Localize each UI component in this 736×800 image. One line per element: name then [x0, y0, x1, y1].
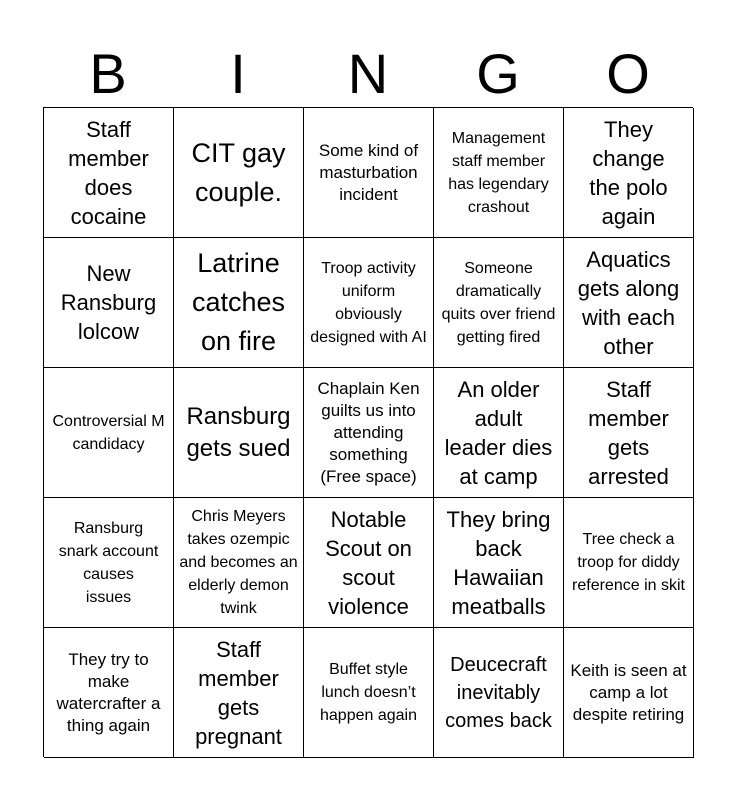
cell-text: Ransburg snark account causes issues — [58, 519, 159, 606]
header-letter-o: O — [606, 42, 650, 105]
cell-text: Chris Meyers takes ozempic and becomes an elderly demon twink — [179, 508, 298, 617]
cell-text: New Ransburg lolcow — [60, 261, 157, 344]
cell-text: Keith is seen at camp a lot despite retiring — [570, 660, 687, 724]
bingo-cell[interactable] — [564, 108, 694, 238]
bingo-cell[interactable] — [434, 238, 564, 368]
bingo-cell[interactable] — [564, 238, 694, 368]
bingo-cell[interactable] — [174, 108, 304, 238]
cell-text: Ransburg gets sued — [186, 402, 291, 462]
header-letter-b: B — [89, 42, 127, 105]
bingo-cell[interactable] — [304, 368, 434, 498]
cell-text: Troop activity uniform obviously designed with AI — [310, 259, 427, 346]
bingo-cell[interactable] — [434, 628, 564, 758]
cell-text: Tree check a troop for diddy reference in skit — [572, 531, 685, 594]
cell-text: Aquatics gets along with each other — [577, 246, 680, 359]
cell-text: Deucecraft inevitably comes back — [445, 653, 552, 732]
cell-text: Controversial M candidacy — [52, 412, 165, 453]
bingo-cell[interactable] — [304, 498, 434, 628]
cell-text: They try to make watercrafter a thing again — [56, 649, 161, 735]
bingo-cell[interactable] — [564, 368, 694, 498]
cell-text: Chaplain Ken guilts us into attending something (Free space) — [317, 378, 420, 486]
bingo-cell[interactable] — [304, 238, 434, 368]
cell-text: They change the polo again — [589, 116, 668, 229]
bingo-cell[interactable] — [44, 238, 174, 368]
bingo-cell[interactable] — [44, 368, 174, 498]
cell-text: CIT gay couple. — [191, 137, 286, 207]
header-letter-n: N — [347, 42, 389, 105]
bingo-cell[interactable] — [174, 498, 304, 628]
bingo-cell[interactable] — [174, 628, 304, 758]
cell-text: Staff member does cocaine — [68, 116, 149, 229]
bingo-cell[interactable] — [564, 628, 694, 758]
cell-text: Notable Scout on scout violence — [325, 506, 412, 619]
bingo-cell[interactable] — [174, 368, 304, 498]
bingo-cell[interactable] — [44, 628, 174, 758]
cell-text: Latrine catches on fire — [191, 248, 286, 356]
bingo-header — [43, 40, 693, 108]
cell-text: Some kind of masturbation incident — [318, 140, 419, 204]
bingo-cell[interactable] — [304, 108, 434, 238]
header-letter-i: I — [230, 42, 246, 105]
cell-text: Staff member gets pregnant — [195, 636, 282, 749]
bingo-cell[interactable] — [434, 498, 564, 628]
cell-text: Management staff member has legendary crashout — [448, 129, 549, 216]
bingo-cell[interactable] — [44, 498, 174, 628]
cell-text: Someone dramatically quits over friend getting fired — [441, 259, 556, 346]
cell-text: Buffet style lunch doesn’t happen again — [320, 661, 417, 724]
bingo-cell[interactable] — [44, 108, 174, 238]
bingo-cell[interactable] — [564, 498, 694, 628]
header-letter-g: G — [476, 42, 520, 105]
cell-text: Staff member gets arrested — [588, 376, 669, 489]
bingo-cell[interactable] — [304, 628, 434, 758]
cell-text: They bring back Hawaiian meatballs — [446, 506, 551, 619]
bingo-cell[interactable] — [434, 108, 564, 238]
bingo-cell[interactable] — [174, 238, 304, 368]
bingo-grid — [43, 107, 693, 757]
cell-text: An older adult leader dies at camp — [444, 376, 553, 489]
bingo-cell[interactable] — [434, 368, 564, 498]
